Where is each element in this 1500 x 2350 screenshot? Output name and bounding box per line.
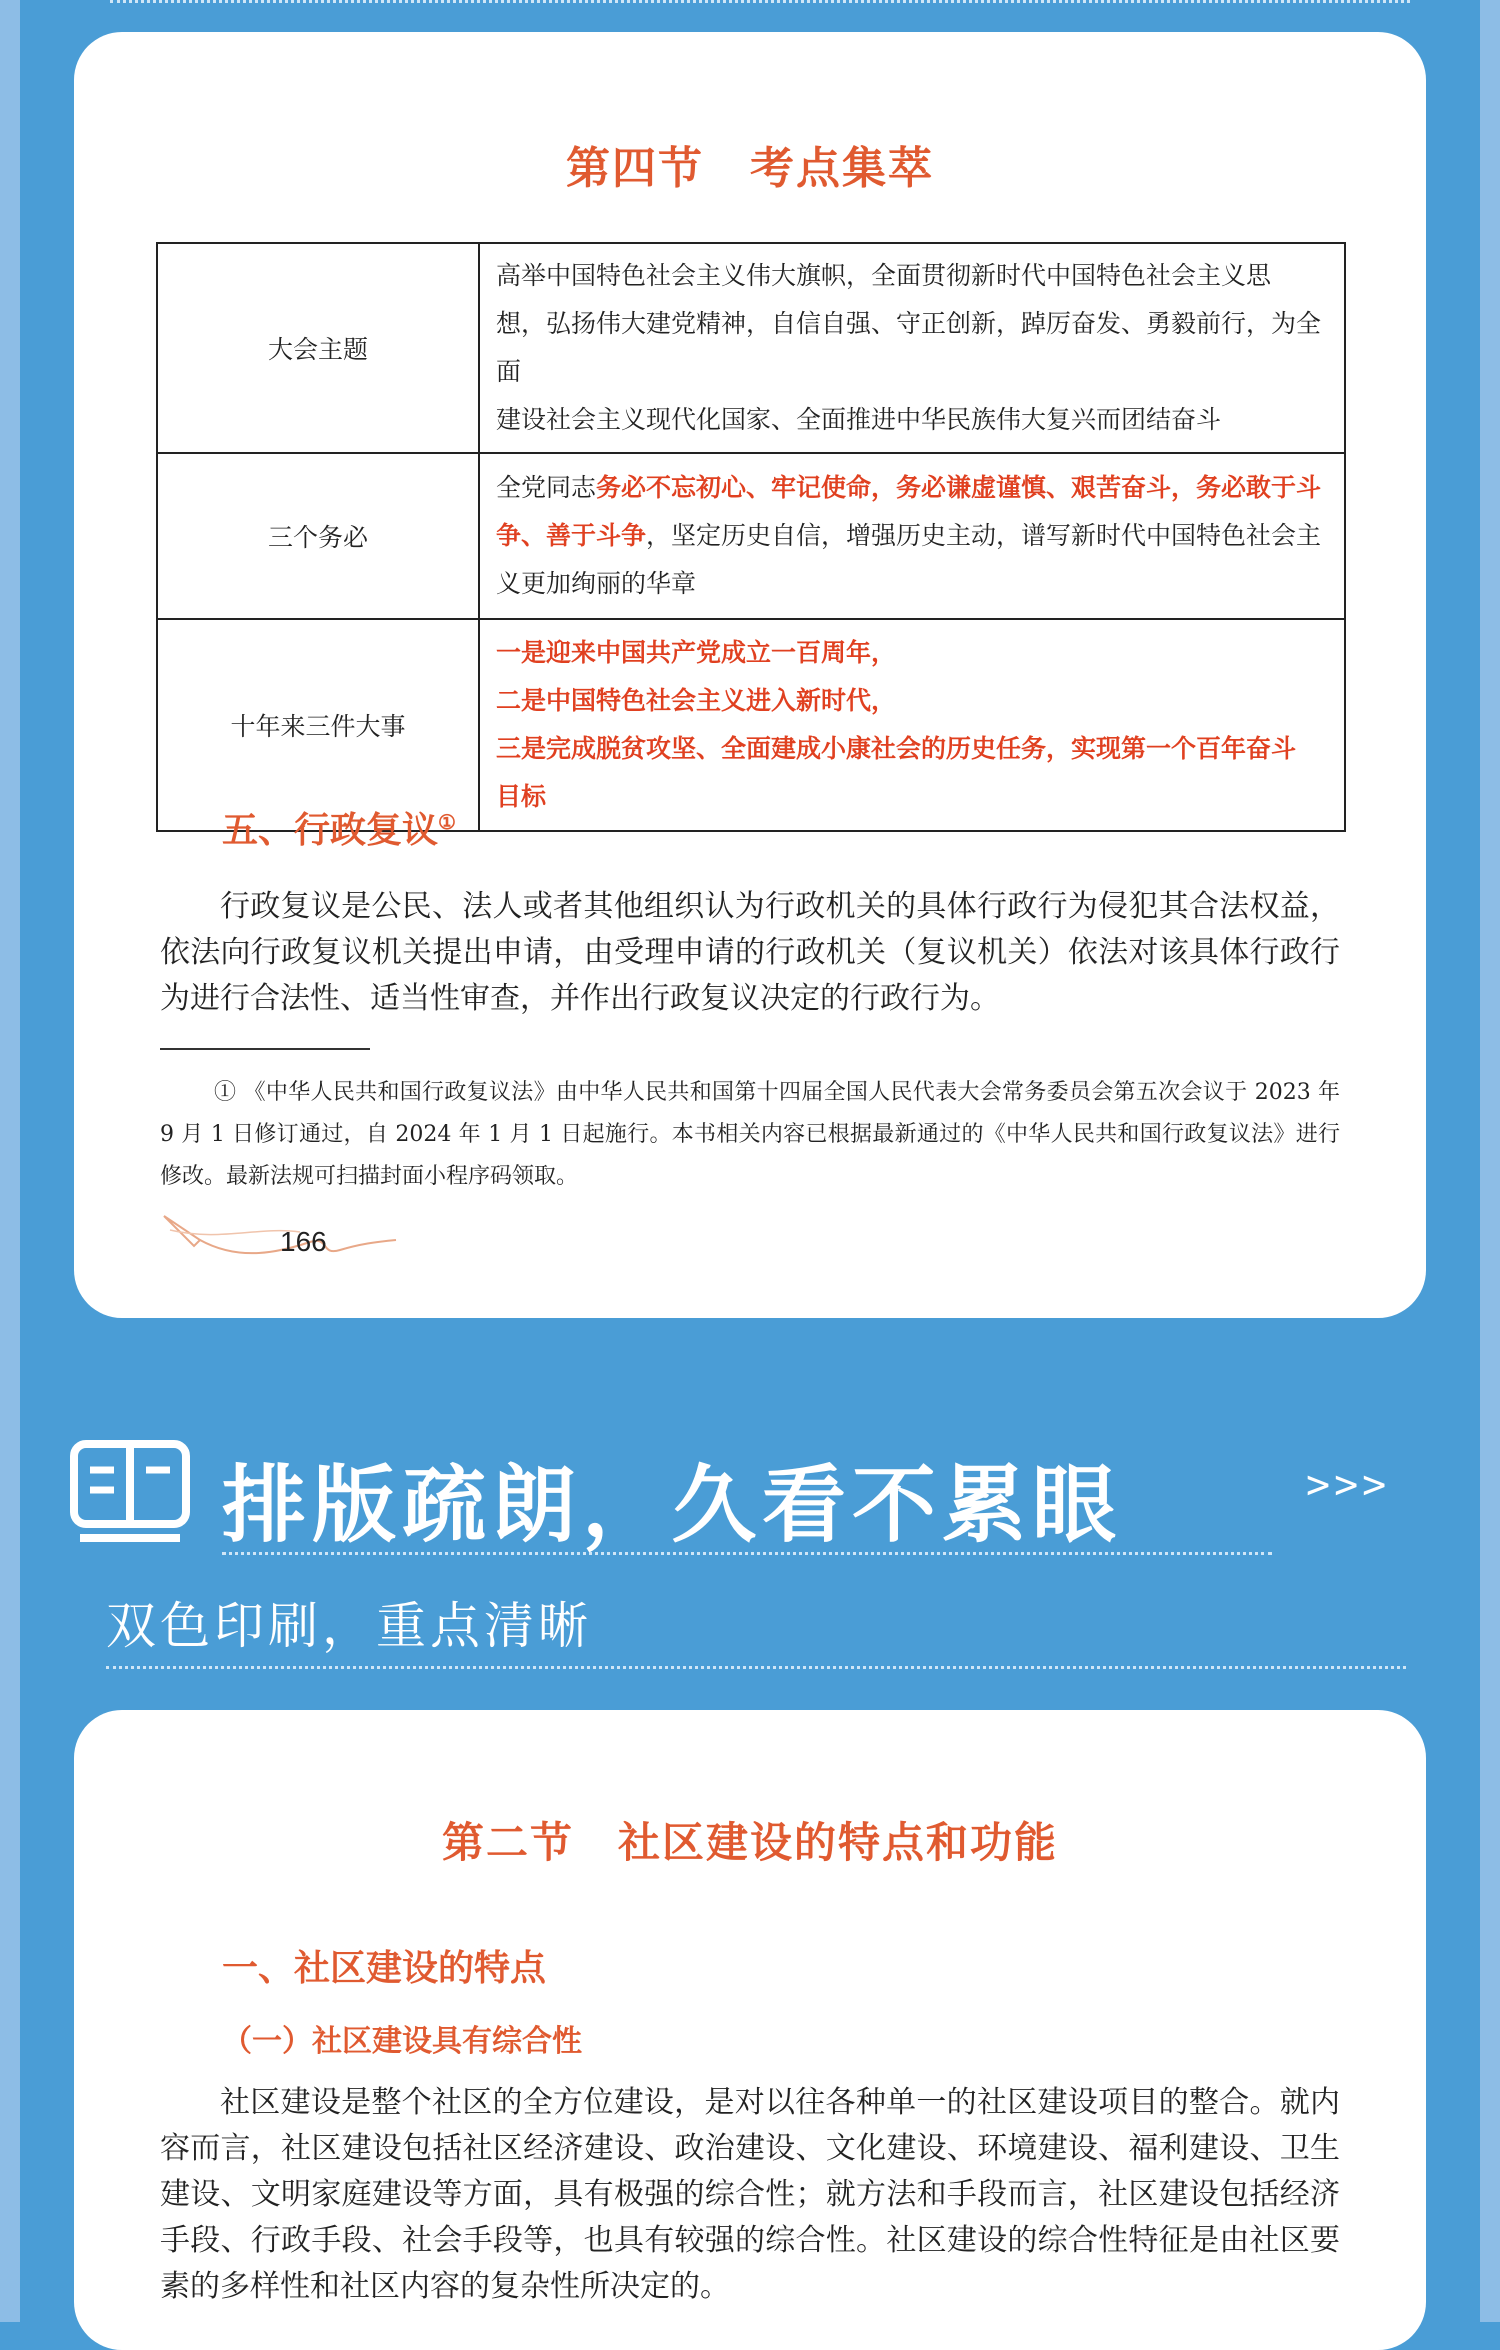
table-value-line bbox=[496, 677, 1328, 725]
section-title-2: 第二节 社区建设的特点和功能 bbox=[441, 1818, 1058, 1867]
key-points-table bbox=[156, 242, 1346, 832]
heading-level-2: （一）社区建设具有综合性 bbox=[222, 2024, 582, 2059]
book-page-card-2 bbox=[74, 1710, 1426, 2350]
banner-arrows-icon: >>> bbox=[1306, 1462, 1391, 1508]
section-title: 第四节 考点集萃 bbox=[566, 143, 934, 194]
plain-text: 义更加绚丽的华章 bbox=[496, 569, 697, 598]
heading-level-1: 一、社区建设的特点 bbox=[222, 1947, 547, 1989]
banner-title: 排版疏朗，久看不累眼 bbox=[222, 1456, 1123, 1554]
heading-text: 五、行政复议 bbox=[222, 809, 439, 851]
highlighted-text: 三是完成脱贫攻坚、全面建成小康社会的历史任务，实现第一个百年奋斗 bbox=[496, 734, 1297, 763]
footnote: ① 《中华人民共和国行政复议法》由中华人民共和国第十四届全国人民代表大会常务委员会第五次会议于 2023 年 9 月 1 日修订通过，自 2024 年 1 月 1 日起施行。本书相关内容已根据最新通过的《中华人民共和国行政复议法》进行修改。最新法规可扫描封面小程序码领取。 bbox=[160, 1080, 1340, 1189]
table-value-line bbox=[496, 560, 1328, 608]
plain-text: 想，弘扬伟大建党精神，自信自强、守正创新，踔厉奋发、勇毅前行，为全面 bbox=[496, 309, 1322, 386]
highlighted-text: 二是中国特色社会主义进入新时代， bbox=[496, 686, 897, 715]
right-side-strip bbox=[1480, 0, 1500, 2322]
table-value-line bbox=[496, 725, 1328, 773]
highlighted-text: 务必不忘初心、牢记使命，务必谦虚谨慎、艰苦奋斗，务必敢于斗 bbox=[596, 473, 1322, 502]
plain-text: 全党同志 bbox=[496, 473, 597, 502]
book-page-card-1 bbox=[74, 32, 1426, 1318]
banner-dotted-divider bbox=[222, 1552, 1272, 1555]
highlighted-text: 一是迎来中国共产党成立一百周年， bbox=[496, 638, 897, 667]
page-number: 166 bbox=[280, 1226, 327, 1257]
table-key-cell: 大会主题 bbox=[157, 243, 479, 453]
left-side-strip bbox=[0, 0, 20, 2322]
table-value-line bbox=[496, 629, 1328, 677]
plain-text: 高举中国特色社会主义伟大旗帜，全面贯彻新时代中国特色社会主义思 bbox=[496, 261, 1272, 290]
table-value-cell bbox=[479, 453, 1345, 619]
table-value-cell bbox=[479, 243, 1345, 453]
table-value-line bbox=[496, 773, 1328, 821]
highlighted-text: 争、善于斗争 bbox=[496, 521, 647, 550]
plain-text: ，坚定历史自信，增强历史主动，谱写新时代中国特色社会主 bbox=[646, 521, 1322, 550]
table-row bbox=[157, 453, 1345, 619]
table-value-line bbox=[496, 300, 1328, 396]
subtitle-dotted-divider bbox=[106, 1666, 1406, 1669]
table-row bbox=[157, 619, 1345, 831]
banner-subtitle: 双色印刷，重点清晰 bbox=[106, 1597, 592, 1655]
footnote-rule bbox=[160, 1048, 370, 1050]
highlighted-text: 目标 bbox=[496, 782, 547, 811]
table-value-line bbox=[496, 396, 1328, 444]
table-value-cell bbox=[479, 619, 1345, 831]
table-key-cell: 十年来三件大事 bbox=[157, 619, 479, 831]
body-paragraph: 行政复议是公民、法人或者其他组织认为行政机关的具体行政行为侵犯其合法权益，依法向行政复议机关提出申请，由受理申请的行政机关（复议机关）依法对该具体行政行为进行合法性、适当性审查，并作出行政复议决定的行政行为。 bbox=[160, 889, 1340, 1016]
table-key-cell: 三个务必 bbox=[157, 453, 479, 619]
footnote-marker: ① bbox=[438, 810, 456, 834]
table-value-line bbox=[496, 252, 1328, 300]
top-dotted-divider bbox=[110, 0, 1410, 3]
table-value-line bbox=[496, 464, 1328, 512]
plain-text: 建设社会主义现代化国家、全面推进中华民族伟大复兴而团结奋斗 bbox=[496, 405, 1222, 434]
table-row bbox=[157, 243, 1345, 453]
section-heading bbox=[222, 802, 456, 853]
body-paragraph-2: 社区建设是整个社区的全方位建设，是对以往各种单一的社区建设项目的整合。就内容而言，社区建设包括社区经济建设、政治建设、文化建设、环境建设、福利建设、卫生建设、文明家庭建设等方面，具有极强的综合性；就方法和手段而言，社区建设包括经济手段、行政手段、社会手段等，也具有较强的综合性。社区建设的综合性特征是由社区要素的多样性和社区内容的复杂性所决定的。 bbox=[160, 2085, 1340, 2304]
table-value-line bbox=[496, 512, 1328, 560]
book-icon bbox=[70, 1440, 190, 1544]
